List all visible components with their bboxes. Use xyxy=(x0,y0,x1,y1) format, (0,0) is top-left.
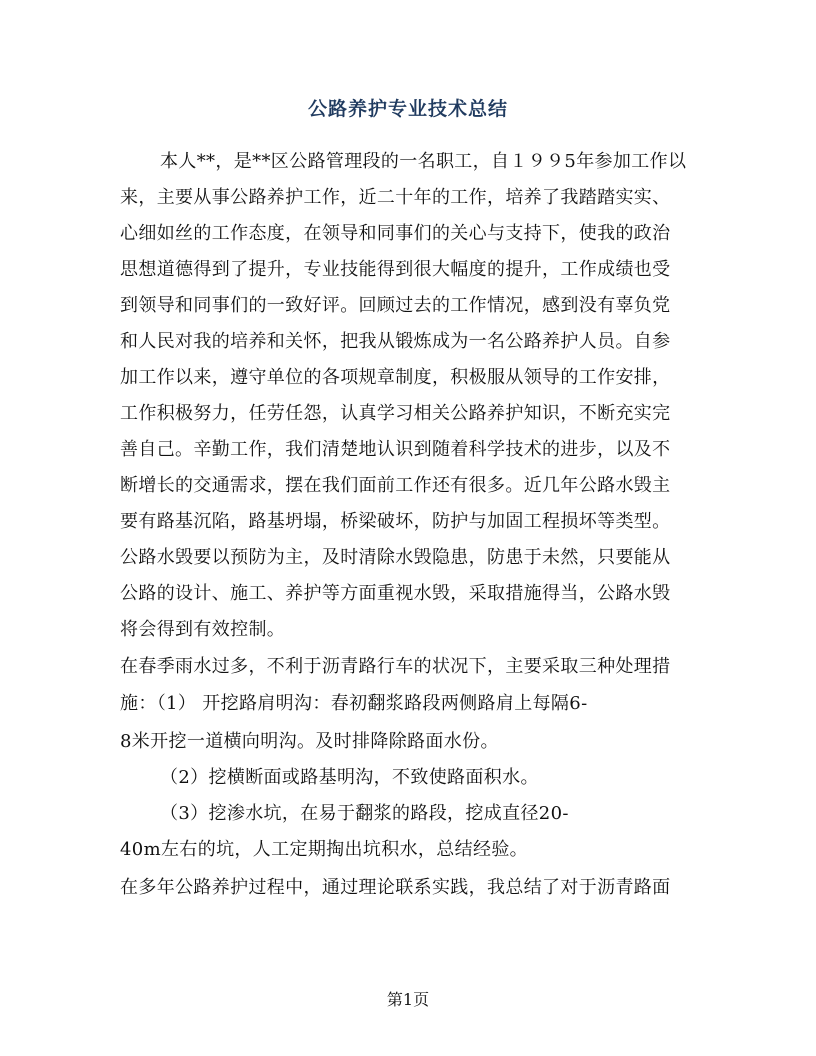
text-line-18: （2）挖横断面或路基明沟，不致使路面积水。 xyxy=(160,767,539,788)
text-line-4: 思想道德得到了提升，专业技能得到很大幅度的提升，工作成绩也受 xyxy=(120,259,671,280)
text-line-1: 本人**，是**区公路管理段的一名职工，自１９９5年参加工作以 xyxy=(160,151,687,172)
text-line-14: 将会得到有效控制。 xyxy=(120,619,286,640)
text-line-16: 施：（1） 开挖路肩明沟：春初翻浆路段两侧路肩上每隔6- xyxy=(120,693,588,714)
text-line-15: 在春季雨水过多，不利于沥青路行车的状况下，主要采取三种处理措 xyxy=(120,656,671,677)
page-number: 第1页 xyxy=(386,990,430,1009)
text-line-8: 工作积极努力，任劳任怨，认真学习相关公路养护知识，不断充实完 xyxy=(120,403,671,424)
text-line-17: 8米开挖一道横向明沟。及时排降除路面水份。 xyxy=(120,731,499,752)
text-line-2: 来，主要从事公路养护工作，近二十年的工作，培养了我踏踏实实、 xyxy=(120,187,671,208)
text-line-20: 40m左右的坑，人工定期掏出坑积水，总结经验。 xyxy=(120,839,529,860)
text-line-21: 在多年公路养护过程中，通过理论联系实践，我总结了对于沥青路面 xyxy=(120,877,671,898)
text-line-7: 加工作以来，遵守单位的各项规章制度，积极服从领导的工作安排， xyxy=(120,367,671,388)
text-line-11: 要有路基沉陷，路基坍塌，桥梁破坏，防护与加固工程损坏等类型。 xyxy=(120,511,671,532)
text-line-12: 公路水毁要以预防为主，及时清除水毁隐患，防患于未然，只要能从 xyxy=(120,547,671,568)
text-line-5: 到领导和同事们的一致好评。回顾过去的工作情况，感到没有辜负党 xyxy=(120,295,671,316)
text-line-13: 公路的设计、施工、养护等方面重视水毁，采取措施得当，公路水毁 xyxy=(120,583,671,604)
text-line-10: 断增长的交通需求，摆在我们面前工作还有很多。近几年公路水毁主 xyxy=(120,475,671,496)
document-title: 公路养护专业技术总结 xyxy=(307,98,508,120)
text-line-3: 心细如丝的工作态度，在领导和同事们的关心与支持下，使我的政治 xyxy=(120,223,671,244)
text-line-19: （3）挖渗水坑，在易于翻浆的路段，挖成直径20- xyxy=(160,803,569,824)
text-line-9: 善自己。辛勤工作，我们清楚地认识到随着科学技术的进步，以及不 xyxy=(120,439,671,460)
text-line-6: 和人民对我的培养和关怀，把我从锻炼成为一名公路养护人员。自参 xyxy=(120,331,671,352)
